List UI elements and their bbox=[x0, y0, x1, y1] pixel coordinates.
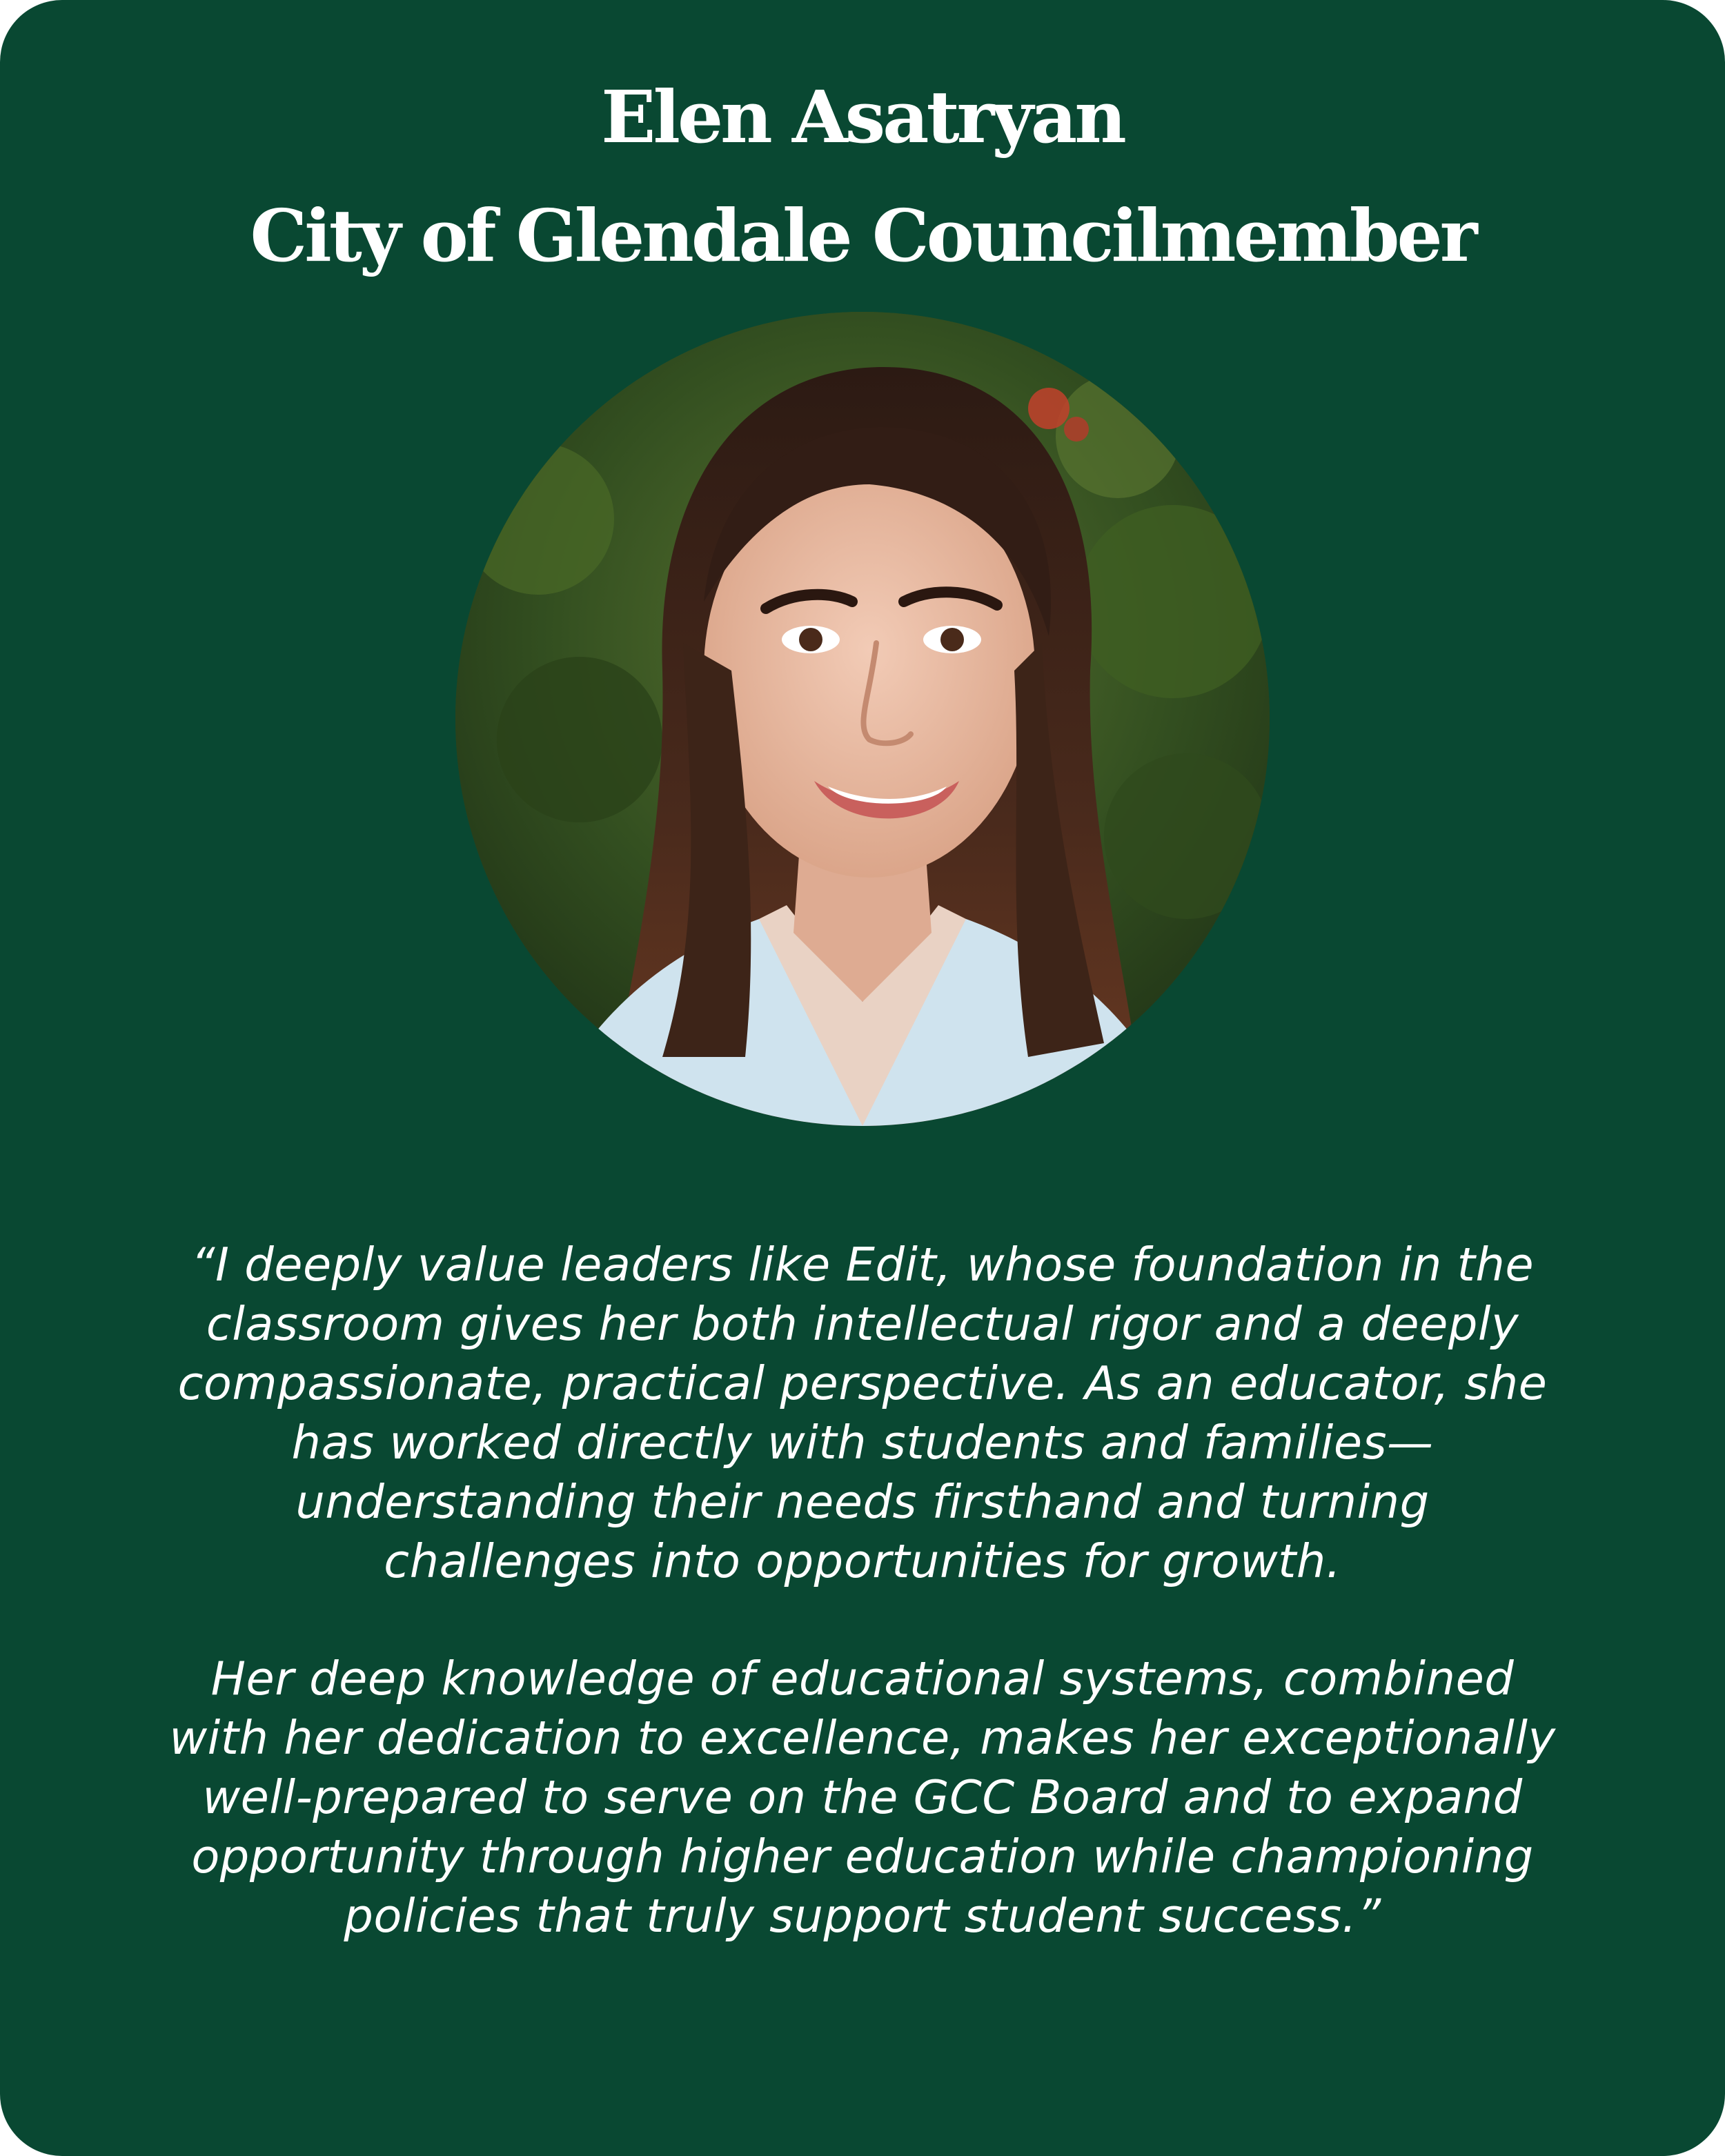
quote-line: has worked directly with students and families— bbox=[291, 1416, 1434, 1470]
portrait-illustration bbox=[455, 312, 1270, 1126]
quote-paragraph-1 bbox=[103, 1235, 1621, 1591]
quote-line: policies that truly support student success.” bbox=[344, 1889, 1381, 1943]
quote-line: with her dedication to excellence, makes her exceptionally bbox=[169, 1711, 1556, 1765]
endorser-title: City of Glendale Councilmember bbox=[250, 193, 1475, 278]
quote-line: classroom gives her both intellectual rigor and a deeply bbox=[206, 1297, 1519, 1351]
endorser-name: Elen Asatryan bbox=[601, 75, 1124, 159]
portrait-photo bbox=[455, 312, 1270, 1126]
quote-line: challenges into opportunities for growth. bbox=[384, 1534, 1341, 1588]
quote-line: well-prepared to serve on the GCC Board and to expand bbox=[202, 1770, 1523, 1824]
quote-line: understanding their needs firsthand and turning bbox=[295, 1475, 1430, 1529]
quote-line: Her deep knowledge of educational systems, combined bbox=[210, 1652, 1515, 1705]
quote-paragraph-2 bbox=[103, 1649, 1621, 1946]
quote-line: opportunity through higher education while championing bbox=[191, 1830, 1534, 1883]
quote-line: “I deeply value leaders like Edit, whose foundation in the bbox=[190, 1238, 1535, 1292]
quote-line: compassionate, practical perspective. As an educator, she bbox=[177, 1356, 1548, 1410]
